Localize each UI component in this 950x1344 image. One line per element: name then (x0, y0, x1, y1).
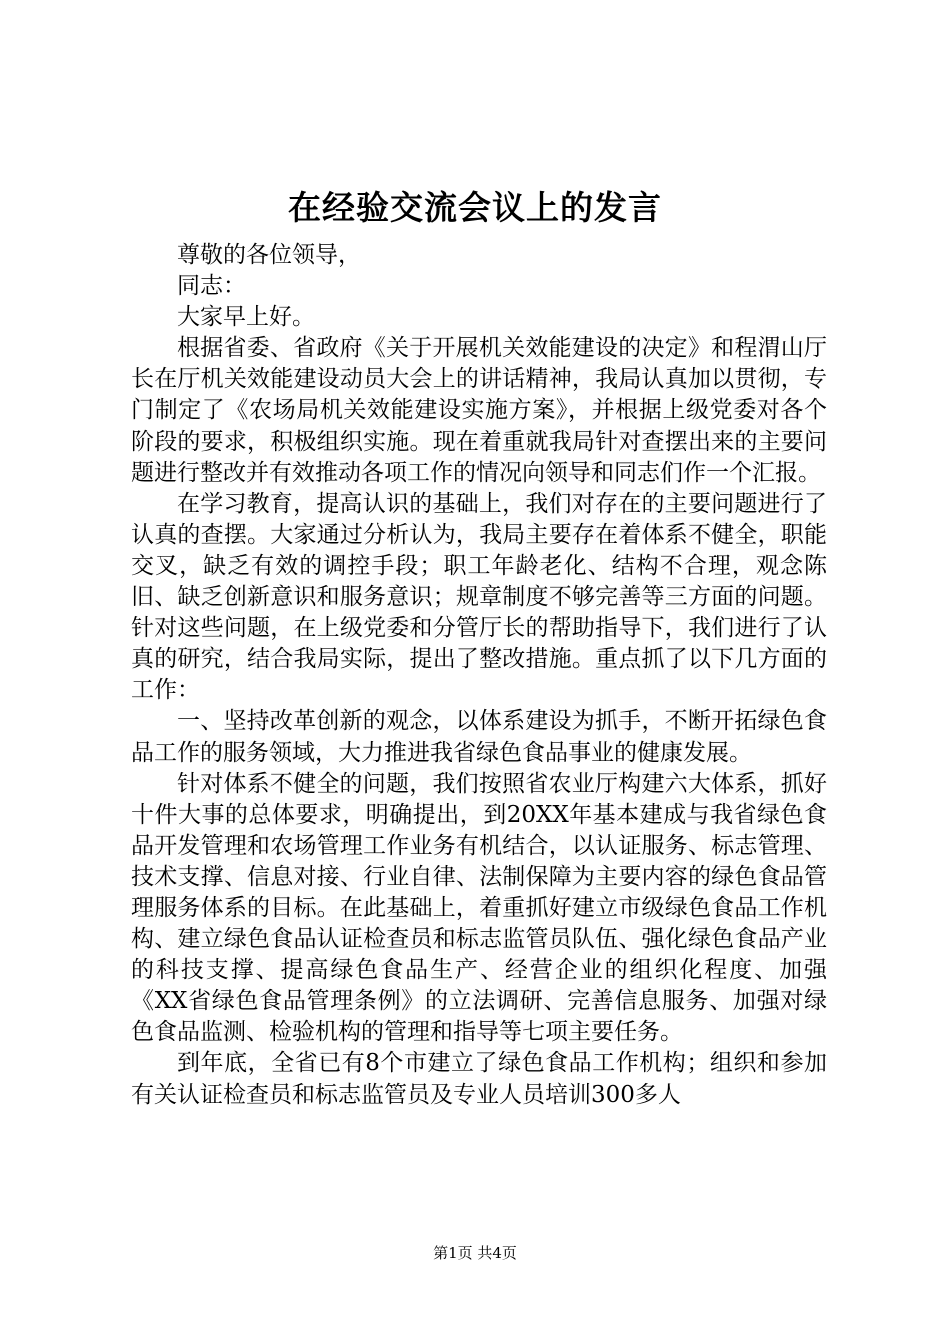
salutation-line: 尊敬的各位领导， (177, 242, 361, 268)
document-title: 在经验交流会议上的发言 (288, 188, 662, 227)
greeting-line: 大家早上好。 (177, 304, 315, 331)
salutation-line: 同志： (177, 273, 246, 300)
body-paragraph: 针对体系不健全的问题，我们按照省农业厅构建六大体系，抓好十件大事的总体要求，明确提出，到20XX年基本建成与我省绿色食品开发管理和农场管理工作业务有机结合，以认证服务、标志管理、技术支撑、信息对接、行业自律、法制保障为主要内容的绿色食品管理服务体系的目标。在此基础上，着重抓好建立市级绿色食品工作机构、建立绿色食品认证检查员和标志监管员队伍、强化绿色食品产业的科技支撑、提高绿色食品生产、经营企业的组织化程度、加强《XX省绿色食品管理条例》的立法调研、完善信息服务、加强对绿色食品监测、检验机构的管理和指导等七项主要任务。 (131, 770, 827, 1046)
body-paragraph: 在学习教育，提高认识的基础上，我们对存在的主要问题进行了认真的查摆。大家通过分析认为，我局主要存在着体系不健全，职能交叉，缺乏有效的调控手段；职工年龄老化、结构不合理，观念陈旧、缺乏创新意识和服务意识；规章制度不够完善等三方面的问题。针对这些问题，在上级党委和分管厅长的帮助指导下，我们进行了认真的研究，结合我局实际，提出了整改措施。重点抓了以下几方面的工作： (131, 490, 827, 704)
page-number-footer: 第1页 共4页 (433, 1244, 517, 1262)
section-heading: 一、坚持改革创新的观念，以体系建设为抓手，不断开拓绿色食品工作的服务领域，大力推进我省绿色食品事业的健康发展。 (131, 708, 827, 766)
document-body (131, 240, 827, 1111)
body-paragraph: 到年底，全省已有8个市建立了绿色食品工作机构；组织和参加有关认证检查员和标志监管员及专业人员培训300多人 (131, 1050, 827, 1108)
body-paragraph: 根据省委、省政府《关于开展机关效能建设的决定》和程渭山厅长在厅机关效能建设动员大会上的讲话精神，我局认真加以贯彻，专门制定了《农场局机关效能建设实施方案》，并根据上级党委对各个阶段的要求，积极组织实施。现在着重就我局针对查摆出来的主要问题进行整改并有效推动各项工作的情况向领导和同志们作一个汇报。 (131, 335, 827, 486)
